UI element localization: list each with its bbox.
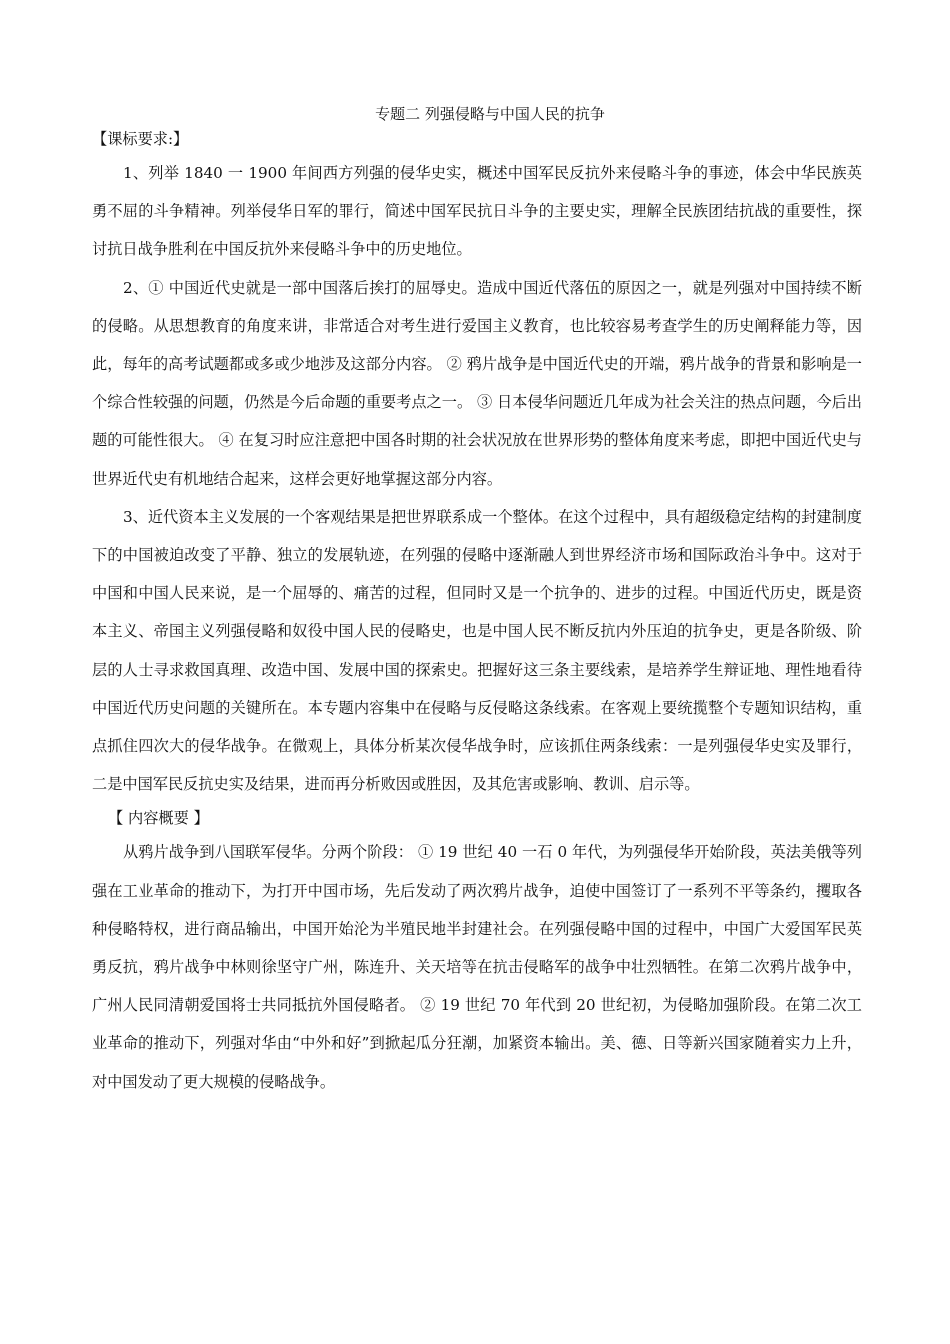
section-heading-curriculum: 【课标要求:】 xyxy=(92,130,189,148)
section-heading-summary: 【 内容概要 】 xyxy=(108,809,209,828)
document-body xyxy=(92,124,862,1101)
paragraph-4: 从鸦片战争到八国联军侵华。分两个阶段： ① 19 世纪 40 一石 0 年代，为列强侵华开始阶段，英法美俄等列强在工业革命的推动下，为打开中国市场，先后发动了两次鸦片战争，迫使中国签订了一系列不平等条约，攫取各种侵略特权，进行商品输出，中国开始沦为半殖民地半封建社会。在列强侵略中国的过程中，中国广大爱国军民英勇反抗，鸦片战争中林则徐坚守广州，陈连升、关天培等在抗击侵略军的战争中壮烈牺牲。在第二次鸦片战争中，广州人民同清朝爱国将士共同抵抗外国侵略者。 ② 19 世纪 70 年代到 20 世纪初，为侵略加强阶段。在第二次工业革命的推动下，列强对华由“中外和好”到掀起瓜分狂潮，加紧资本输出。美、德、日等新兴国家随着实力上升，对中国发动了更大规模的侵略战争。 xyxy=(92,843,862,1091)
page-title: 专题二 列强侵略与中国人民的抗争 xyxy=(375,105,605,123)
paragraph-3: 3、近代资本主义发展的一个客观结果是把世界联系成一个整体。在这个过程中，具有超级稳定结构的封建制度下的中国被迫改变了平静、独立的发展轨迹，在列强的侵略中逐渐融人到世界经济市场和国际政治斗争中。这对于中国和中国人民来说，是一个屈辱的、痛苦的过程，但同时又是一个抗争的、进步的过程。中国近代历史，既是资本主义、帝国主义列强侵略和奴役中国人民的侵略史，也是中国人民不断反抗内外压迫的抗争史，更是各阶级、阶层的人士寻求救国真理、改造中国、发展中国的探索史。把握好这三条主要线索，是培养学生辩证地、理性地看待中国近代历史问题的关键所在。本专题内容集中在侵略与反侵略这条线索。在客观上要统揽整个专题知识结构，重点抓住四次大的侵华战争。在微观上，具体分析某次侵华战争时，应该抓住两条线索：一是列强侵华史实及罪行，二是中国军民反抗史实及结果，进而再分析败因或胜因，及其危害或影响、教训、启示等。 xyxy=(92,507,862,794)
paragraph-2: 2、① 中国近代史就是一部中国落后挨打的屈辱史。造成中国近代落伍的原因之一，就是列强对中国持续不断的侵略。从思想教育的角度来讲，非常适合对考生进行爱国主义教育，也比较容易考查学生的历史阐释能力等，因此，每年的高考试题都或多或少地涉及这部分内容。 ② 鸦片战争是中国近代史的开端，鸦片战争的背景和影响是一个综合性较强的问题，仍然是今后命题的重要考点之一。 ③ 日本侵华问题近几年成为社会关注的热点问题，今后出题的可能性很大。 ④ 在复习时应注意把中国各时期的社会状况放在世界形势的整体角度来考虑，即把中国近代史与世界近代史有机地结合起来，这样会更好地掌握这部分内容。 xyxy=(92,278,862,488)
paragraph-1: 1、列举 1840 一 1900 年间西方列强的侵华史实，概述中国军民反抗外来侵略斗争的事迹，体会中华民族英勇不屈的斗争精神。列举侵华日军的罪行，简述中国军民抗日斗争的主要史实，理解全民族团结抗战的重要性，探讨抗日战争胜利在中国反抗外来侵略斗争中的历史地位。 xyxy=(92,164,862,259)
